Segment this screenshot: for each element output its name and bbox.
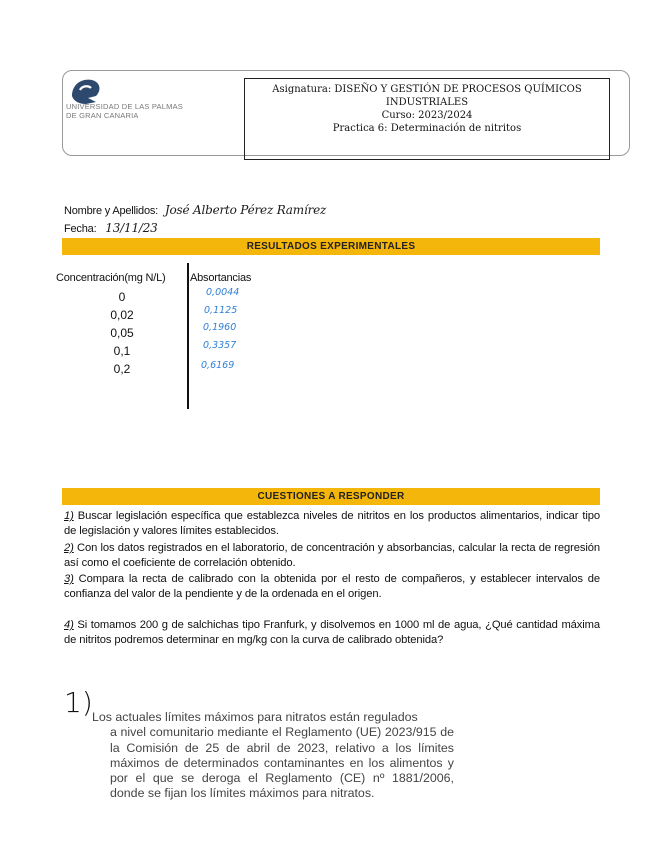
date-row [64, 221, 158, 235]
name-label: Nombre y Apellidos: [64, 205, 159, 217]
absorbance-value: 0,1960 [203, 322, 237, 333]
university-line-2: DE GRAN CANARIA [66, 111, 139, 120]
question-item [64, 541, 600, 571]
absorbance-value: 0,1125 [204, 305, 238, 316]
university-name [66, 102, 183, 120]
subject-line-2: INDUSTRIALES [385, 97, 469, 108]
question-text: Si tomamos 200 g de salchichas tipo Franfurk, y disolvemos en 1000 ml de agua, ¿Qué cantidad máxima de nitritos podremos determinar en mg/kg con la curva de calibrado obtenida? [64, 619, 601, 646]
date-value: 13/11/23 [105, 221, 158, 235]
subject-line-1: Asignatura: DISEÑO Y GESTIÓN DE PROCESOS QUÍMICOS [272, 84, 582, 95]
conc-value: 0,2 [113, 362, 131, 376]
question-text: Buscar legislación específica que establezca niveles de nitritos en los productos alimentarios, indicar tipo de legislación y valores límites establecidos. [64, 510, 600, 537]
absorbance-value: 0,3357 [203, 340, 237, 351]
question-number: 3) [64, 573, 74, 585]
absorbance-value: 0,6169 [201, 360, 235, 371]
name-value: José Alberto Pérez Ramírez [164, 203, 327, 217]
answer-number: 1) [64, 686, 93, 719]
question-number: 4) [64, 619, 74, 631]
question-number: 2) [64, 542, 74, 554]
question-item [64, 618, 600, 648]
conc-value: 0,1 [113, 344, 131, 358]
table-divider [187, 263, 189, 409]
questions-section-title: CUESTIONES A RESPONDER [62, 488, 600, 505]
conc-value: 0,02 [110, 308, 134, 322]
results-section-title: RESULTADOS EXPERIMENTALES [62, 238, 600, 255]
question-item [64, 509, 600, 539]
university-line-1: UNIVERSIDAD DE LAS PALMAS [66, 102, 183, 111]
title-box [244, 78, 610, 160]
conc-value: 0,05 [110, 326, 134, 340]
question-text: Con los datos registrados en el laboratorio, de concentración y absorbancias, calcular la recta de regresión así como el coeficiente de correlación obtenido. [64, 542, 600, 569]
date-label: Fecha: [64, 223, 97, 235]
practice-title: Practica 6: Determinación de nitritos [332, 123, 522, 134]
question-item [64, 572, 600, 602]
name-row [64, 203, 326, 217]
conc-value: 0 [118, 290, 126, 304]
absorbance-value: 0,0044 [206, 287, 240, 298]
concentration-header: Concentración(mg N/L) [56, 272, 166, 284]
course: Curso: 2023/2024 [381, 110, 473, 121]
absorbance-header: Absortancias [190, 272, 252, 284]
answer-body: a nivel comunitario mediante el Reglamento (UE) 2023/915 de la Comisión de 25 de abril de 2023, relativo a los límites máximos de determinados contaminantes en los alimentos y por el que se deroga el Reglamento (CE) nº 1881/2006, donde se fijan los límites máximos para nitratos. [110, 725, 454, 801]
question-text: Compara la recta de calibrado con la obtenida por el resto de compañeros, y establecer intervalos de confianza del valor de la pendiente y de la ordenada en el origen. [64, 573, 600, 600]
question-number: 1) [64, 510, 74, 522]
answer-1 [92, 710, 454, 802]
logo-mark-icon [72, 80, 99, 104]
answer-first-line: Los actuales límites máximos para nitratos están regulados [92, 710, 418, 724]
